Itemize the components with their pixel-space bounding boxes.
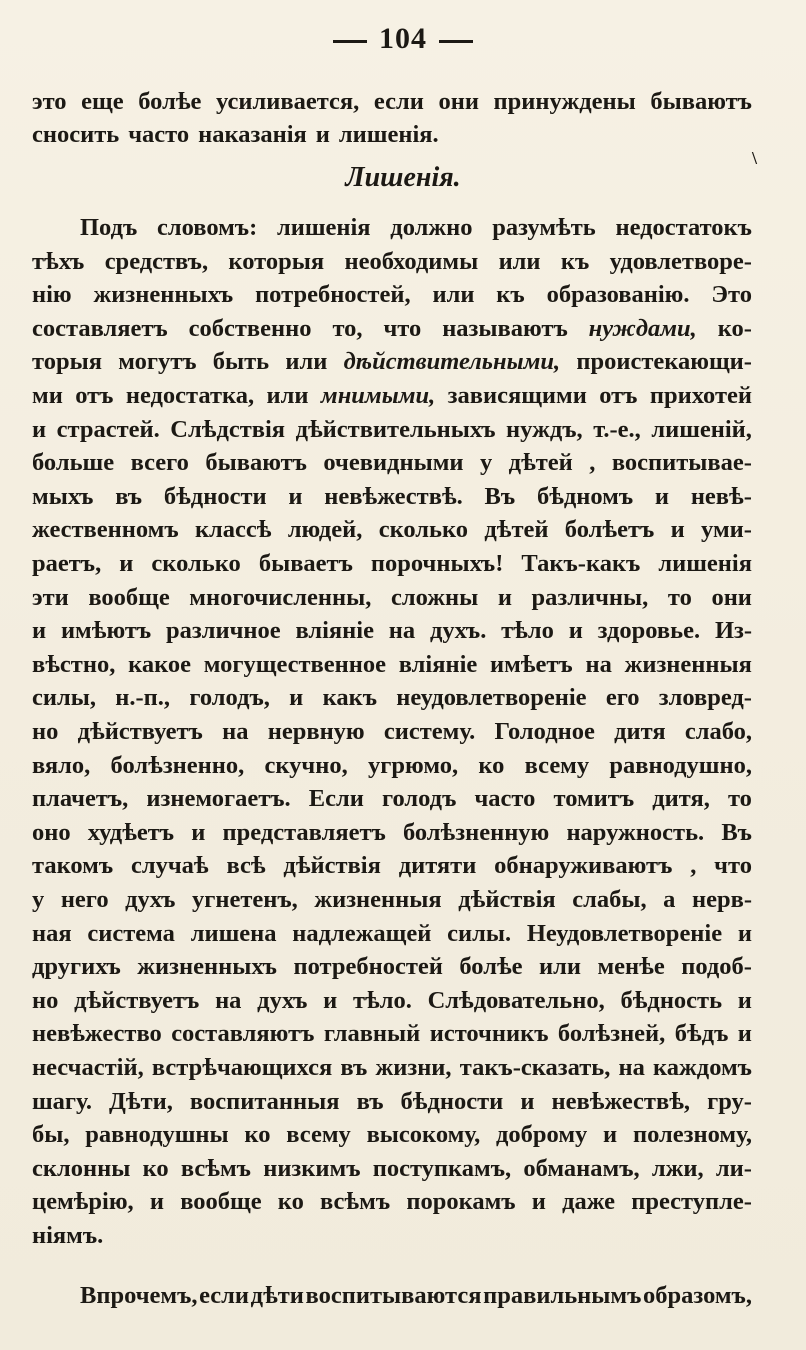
word: и bbox=[531, 1188, 546, 1216]
word: Въ bbox=[484, 482, 516, 510]
word: порочныхъ! bbox=[370, 550, 504, 577]
word: обманамъ, bbox=[523, 1154, 640, 1182]
word: болѣзненно, bbox=[110, 751, 245, 779]
word: поступкамъ, bbox=[372, 1154, 512, 1182]
word: здоровье. bbox=[597, 617, 701, 645]
text-line bbox=[32, 583, 752, 613]
text-line bbox=[32, 919, 752, 949]
word: жизненныхъ bbox=[137, 953, 277, 981]
word: всѣмъ bbox=[320, 1188, 391, 1216]
word: тѣло. bbox=[353, 986, 412, 1014]
word: къ bbox=[560, 247, 590, 275]
word: лишена bbox=[190, 919, 277, 947]
word: и bbox=[568, 617, 583, 645]
word: другихъ bbox=[32, 953, 121, 981]
word: могутъ bbox=[118, 348, 197, 376]
word: различное bbox=[165, 617, 281, 645]
word: вѣстно, bbox=[32, 650, 116, 678]
word: недостатка, bbox=[125, 382, 255, 409]
word: голодъ, bbox=[189, 684, 270, 712]
text-line bbox=[32, 717, 752, 747]
word: и bbox=[670, 516, 685, 544]
word: его bbox=[605, 684, 640, 712]
word: всѣ bbox=[226, 852, 266, 880]
word: вяло, bbox=[32, 751, 91, 779]
word: въ bbox=[340, 1054, 368, 1081]
word: на bbox=[585, 650, 612, 678]
word: т.-е., bbox=[593, 415, 641, 443]
word: дѣтей bbox=[508, 449, 573, 477]
word: эти bbox=[32, 583, 69, 611]
word: если bbox=[199, 1282, 250, 1309]
word: какое bbox=[128, 650, 192, 678]
text-line bbox=[32, 751, 752, 781]
word: всѣмъ bbox=[180, 1154, 251, 1182]
word: зависящими bbox=[447, 382, 587, 409]
word: сложны bbox=[390, 583, 479, 611]
word: они bbox=[711, 583, 752, 611]
word: болѣе bbox=[459, 953, 523, 981]
word: прихотей bbox=[649, 382, 752, 409]
word: или bbox=[539, 953, 581, 981]
word: потребностей bbox=[293, 953, 443, 981]
word: сколько bbox=[151, 550, 241, 577]
word: больше bbox=[32, 449, 115, 477]
word: и bbox=[32, 415, 47, 443]
text-line bbox=[32, 1187, 752, 1217]
word: ная bbox=[32, 919, 72, 947]
word: бѣдность bbox=[620, 986, 723, 1014]
word: мнимыми, bbox=[320, 382, 436, 409]
word: угрюмо, bbox=[367, 751, 459, 779]
word: людей, bbox=[287, 516, 363, 544]
word: склонны bbox=[32, 1154, 131, 1182]
text-line bbox=[32, 1019, 752, 1049]
word: представляетъ bbox=[222, 818, 386, 846]
word: или bbox=[498, 247, 541, 275]
text-line bbox=[32, 1154, 752, 1184]
text-line bbox=[32, 515, 752, 545]
word: доброму bbox=[496, 1121, 588, 1149]
word: и bbox=[737, 986, 752, 1014]
word: Неудовлетвореніе bbox=[526, 919, 723, 947]
word: то, bbox=[332, 314, 363, 342]
word: дитя bbox=[614, 718, 666, 745]
word: ми bbox=[32, 382, 63, 409]
word: преступле- bbox=[631, 1188, 752, 1216]
word: и bbox=[323, 986, 338, 1014]
word: надлежащей bbox=[292, 919, 432, 947]
word: болѣетъ bbox=[564, 516, 655, 544]
text-line bbox=[32, 986, 752, 1016]
word: воспитанныя bbox=[189, 1087, 340, 1115]
word: лишенія bbox=[658, 550, 752, 577]
text-line bbox=[32, 280, 752, 310]
word: всему bbox=[524, 751, 590, 779]
word: него bbox=[60, 886, 109, 913]
word: на bbox=[215, 986, 242, 1014]
word: и bbox=[119, 550, 134, 577]
word: и bbox=[497, 583, 512, 611]
word: духъ. bbox=[429, 617, 487, 645]
word: худѣетъ bbox=[87, 818, 175, 846]
word: Голодное bbox=[494, 718, 595, 745]
word: ніямъ. bbox=[32, 1222, 104, 1249]
word: Слѣдствія bbox=[170, 415, 286, 443]
word: дѣйствія bbox=[283, 852, 381, 880]
word: томитъ bbox=[553, 785, 635, 813]
word: къ bbox=[496, 281, 525, 309]
word: бываютъ bbox=[650, 88, 752, 115]
text-line bbox=[32, 448, 752, 478]
word: какъ bbox=[322, 684, 377, 712]
word: часто bbox=[128, 120, 190, 148]
word: лишенія bbox=[276, 214, 371, 241]
word: образомъ, bbox=[643, 1282, 752, 1309]
word: нерв- bbox=[691, 886, 752, 913]
word: наружность. bbox=[566, 818, 705, 846]
word: проистекающи- bbox=[576, 348, 752, 376]
word: всего bbox=[130, 449, 189, 477]
word: невѣжество bbox=[32, 1020, 162, 1048]
word: средствъ, bbox=[104, 247, 209, 275]
word: бываетъ bbox=[258, 550, 353, 577]
text-line bbox=[32, 1053, 752, 1083]
text-line bbox=[32, 784, 752, 814]
word: силы, bbox=[32, 684, 96, 712]
word: у bbox=[479, 449, 493, 477]
word: болѣзней, bbox=[557, 1020, 666, 1048]
word: жизненныя bbox=[624, 650, 752, 678]
word: встрѣчающихся bbox=[151, 1054, 333, 1081]
word: несчастій, bbox=[32, 1054, 144, 1081]
word: бѣдности bbox=[400, 1087, 504, 1115]
word: быть bbox=[212, 348, 270, 376]
word: Из- bbox=[714, 617, 752, 645]
word: составляютъ bbox=[171, 1020, 315, 1048]
word: силы. bbox=[447, 919, 512, 947]
word: , bbox=[589, 449, 596, 477]
right-dash bbox=[439, 40, 473, 43]
word: невѣжествѣ. bbox=[324, 482, 463, 510]
word: нію bbox=[32, 281, 72, 309]
word: то bbox=[727, 785, 752, 813]
word: дѣтей bbox=[484, 516, 549, 544]
word: цемѣрію, bbox=[32, 1188, 134, 1216]
word: дѣйствительныхъ bbox=[295, 415, 496, 443]
word: бѣдности bbox=[163, 482, 267, 510]
page-number bbox=[0, 22, 806, 56]
word: систему. bbox=[383, 718, 476, 745]
text-line bbox=[32, 213, 752, 243]
word: высокому, bbox=[366, 1121, 481, 1149]
word: полезному, bbox=[632, 1121, 752, 1149]
word: должно bbox=[390, 214, 473, 241]
word: н.-п., bbox=[115, 684, 171, 712]
word: вліяніе bbox=[295, 617, 374, 645]
text-line bbox=[32, 1221, 752, 1251]
word: подоб- bbox=[681, 953, 752, 981]
text-line bbox=[32, 415, 752, 445]
text-line bbox=[32, 683, 752, 713]
word: которыя bbox=[228, 247, 325, 275]
word: лишенія. bbox=[338, 120, 439, 148]
word: нуждъ, bbox=[506, 415, 583, 443]
text-line bbox=[32, 381, 752, 411]
word: плачетъ, bbox=[32, 785, 129, 813]
word: или bbox=[285, 348, 328, 376]
word: невѣжествѣ, bbox=[551, 1087, 691, 1115]
word: на bbox=[388, 617, 416, 645]
word: Подъ bbox=[80, 214, 138, 241]
text-line bbox=[32, 952, 752, 982]
word: вообще bbox=[180, 1188, 262, 1216]
word: и bbox=[149, 1188, 164, 1216]
word: источникъ bbox=[429, 1020, 549, 1048]
word: Такъ-какъ bbox=[521, 550, 641, 577]
text-line bbox=[32, 616, 752, 646]
text-line bbox=[32, 650, 752, 680]
word: духъ bbox=[257, 986, 308, 1014]
text-line bbox=[32, 851, 752, 881]
word: голодъ bbox=[381, 785, 457, 813]
word: лишеній, bbox=[651, 415, 752, 443]
word: менѣе bbox=[597, 953, 665, 981]
word: шагу. bbox=[32, 1087, 92, 1115]
word: порокамъ bbox=[406, 1188, 516, 1216]
word: на bbox=[618, 1054, 645, 1081]
word: но bbox=[32, 986, 59, 1014]
word: Слѣдовательно, bbox=[427, 986, 605, 1014]
word: ко bbox=[277, 1188, 304, 1216]
word: составляетъ bbox=[32, 314, 168, 342]
word: всему bbox=[286, 1121, 351, 1149]
word: дѣйствуетъ bbox=[74, 986, 200, 1014]
word: нуждами, bbox=[588, 314, 697, 342]
text-line bbox=[32, 1281, 752, 1311]
word: и bbox=[289, 684, 304, 712]
word: зловред- bbox=[658, 684, 752, 712]
word: дѣти bbox=[250, 1282, 304, 1309]
word: даже bbox=[562, 1188, 616, 1216]
word: страстей. bbox=[56, 415, 160, 443]
word: ко bbox=[478, 751, 505, 779]
word: если bbox=[373, 88, 424, 115]
word: бѣдъ bbox=[674, 1020, 729, 1048]
word: сколько bbox=[378, 516, 469, 544]
word: принуждены bbox=[493, 88, 636, 115]
word: называютъ bbox=[442, 314, 568, 342]
word: классѣ bbox=[194, 516, 272, 544]
word: воспитываются bbox=[305, 1282, 482, 1309]
word: слабо, bbox=[684, 718, 752, 745]
word: бываютъ bbox=[205, 449, 307, 477]
word: бы, bbox=[32, 1121, 70, 1149]
word: система bbox=[87, 919, 175, 947]
word: гру- bbox=[707, 1087, 752, 1115]
word: правильнымъ bbox=[483, 1282, 642, 1309]
word: имѣютъ bbox=[60, 617, 152, 645]
text-line bbox=[32, 247, 752, 277]
word: могущественное bbox=[203, 650, 386, 678]
word: нервную bbox=[267, 718, 365, 745]
word: различны, bbox=[531, 583, 649, 611]
word: разумѣть bbox=[492, 214, 596, 241]
word: имѣетъ bbox=[490, 650, 573, 678]
word: необходимы bbox=[344, 247, 479, 275]
word: что bbox=[714, 852, 752, 880]
word: они bbox=[438, 88, 479, 115]
word: часто bbox=[474, 785, 536, 813]
word: тѣло bbox=[501, 617, 554, 645]
text-line bbox=[32, 549, 752, 579]
word: отъ bbox=[75, 382, 114, 409]
text-line bbox=[32, 314, 752, 344]
word: неудовлетвореніе bbox=[396, 684, 587, 712]
word: торыя bbox=[32, 348, 102, 376]
text-line bbox=[32, 120, 752, 150]
word: то bbox=[667, 583, 692, 611]
word: каждомъ bbox=[653, 1054, 752, 1081]
word: наказанія bbox=[198, 120, 307, 148]
text-line bbox=[32, 347, 752, 377]
word: низкимъ bbox=[263, 1154, 361, 1182]
word: и bbox=[520, 1087, 535, 1115]
word: что bbox=[383, 314, 422, 342]
word: слабы, bbox=[572, 886, 647, 913]
word: такомъ bbox=[32, 852, 114, 880]
word: еще bbox=[81, 88, 124, 115]
word: уми- bbox=[701, 516, 752, 544]
word: ли- bbox=[715, 1154, 752, 1182]
word: и bbox=[737, 1020, 752, 1048]
word: тѣхъ bbox=[32, 247, 85, 275]
text-line bbox=[32, 1120, 752, 1150]
word: жизненныя bbox=[314, 886, 442, 913]
word: дѣйствительными, bbox=[343, 348, 561, 376]
word: у bbox=[32, 886, 45, 913]
word: такъ-сказать, bbox=[459, 1054, 611, 1081]
word: и bbox=[315, 120, 330, 148]
word: угнетенъ, bbox=[191, 886, 298, 913]
word: главный bbox=[323, 1020, 421, 1048]
text-line bbox=[32, 87, 752, 117]
word: жизни, bbox=[375, 1054, 452, 1081]
word: или bbox=[432, 281, 475, 309]
word: равнодушны bbox=[85, 1121, 229, 1149]
word: ко bbox=[244, 1121, 271, 1149]
word: ко bbox=[142, 1154, 169, 1182]
word: Впрочемъ, bbox=[80, 1282, 198, 1309]
word: сносить bbox=[32, 120, 120, 148]
word: Дѣти, bbox=[109, 1087, 173, 1115]
word: а bbox=[663, 886, 676, 913]
word: это bbox=[32, 88, 67, 115]
word: бѣдномъ bbox=[536, 482, 634, 510]
word: но bbox=[32, 718, 59, 745]
word: болѣзненную bbox=[402, 818, 550, 846]
word: потребностей, bbox=[255, 281, 411, 309]
word: въ bbox=[356, 1087, 384, 1115]
word: дѣйствуетъ bbox=[77, 718, 203, 745]
word: собственно bbox=[188, 314, 312, 342]
left-dash bbox=[333, 40, 367, 43]
word: и bbox=[32, 617, 47, 645]
word: усиливается, bbox=[216, 88, 360, 115]
section-heading: Лишенія. bbox=[345, 162, 461, 193]
word: отъ bbox=[599, 382, 638, 409]
word: образованію. bbox=[546, 281, 690, 309]
word: скучно, bbox=[264, 751, 348, 779]
text-line bbox=[32, 482, 752, 512]
word: и bbox=[654, 482, 670, 510]
word: удовлетворе- bbox=[609, 247, 752, 275]
word: и bbox=[603, 1121, 618, 1149]
word: и bbox=[737, 919, 752, 947]
word: болѣе bbox=[138, 88, 202, 115]
word: мыхъ bbox=[32, 482, 94, 510]
word: дѣйствія bbox=[458, 886, 556, 913]
word: Въ bbox=[721, 818, 752, 846]
word: Если bbox=[308, 785, 364, 813]
word: дитя, bbox=[652, 785, 710, 813]
word: воспитывае- bbox=[611, 449, 752, 477]
word: и bbox=[288, 482, 303, 510]
stray-mark: \ bbox=[752, 148, 758, 168]
word: обнаруживаютъ bbox=[494, 852, 673, 880]
page-number-text: 104 bbox=[379, 22, 427, 55]
word: на bbox=[222, 718, 249, 745]
word: случаѣ bbox=[130, 852, 209, 880]
word: очевидными bbox=[323, 449, 464, 477]
word: раетъ, bbox=[32, 550, 102, 577]
word: ко- bbox=[717, 314, 752, 342]
word: лжи, bbox=[651, 1154, 704, 1182]
word: жественномъ bbox=[32, 516, 179, 544]
word: въ bbox=[115, 482, 143, 510]
text-line bbox=[32, 885, 752, 915]
word: вліяніе bbox=[398, 650, 478, 678]
word: многочисленны, bbox=[189, 583, 372, 611]
word: вообще bbox=[88, 583, 170, 611]
word: невѣ- bbox=[690, 482, 752, 510]
word: и bbox=[191, 818, 206, 846]
word: духъ bbox=[125, 886, 176, 913]
word: оно bbox=[32, 818, 71, 846]
text-line bbox=[32, 1087, 752, 1117]
word: , bbox=[690, 852, 697, 880]
word: словомъ: bbox=[157, 214, 258, 241]
text-line bbox=[32, 818, 752, 848]
word: изнемогаетъ. bbox=[146, 785, 291, 813]
word: недостатокъ bbox=[615, 214, 752, 241]
word: дитяти bbox=[398, 852, 477, 880]
word: жизненныхъ bbox=[93, 281, 234, 309]
word: равнодушно, bbox=[609, 751, 752, 779]
word: Это bbox=[711, 281, 752, 309]
word: или bbox=[266, 382, 309, 409]
